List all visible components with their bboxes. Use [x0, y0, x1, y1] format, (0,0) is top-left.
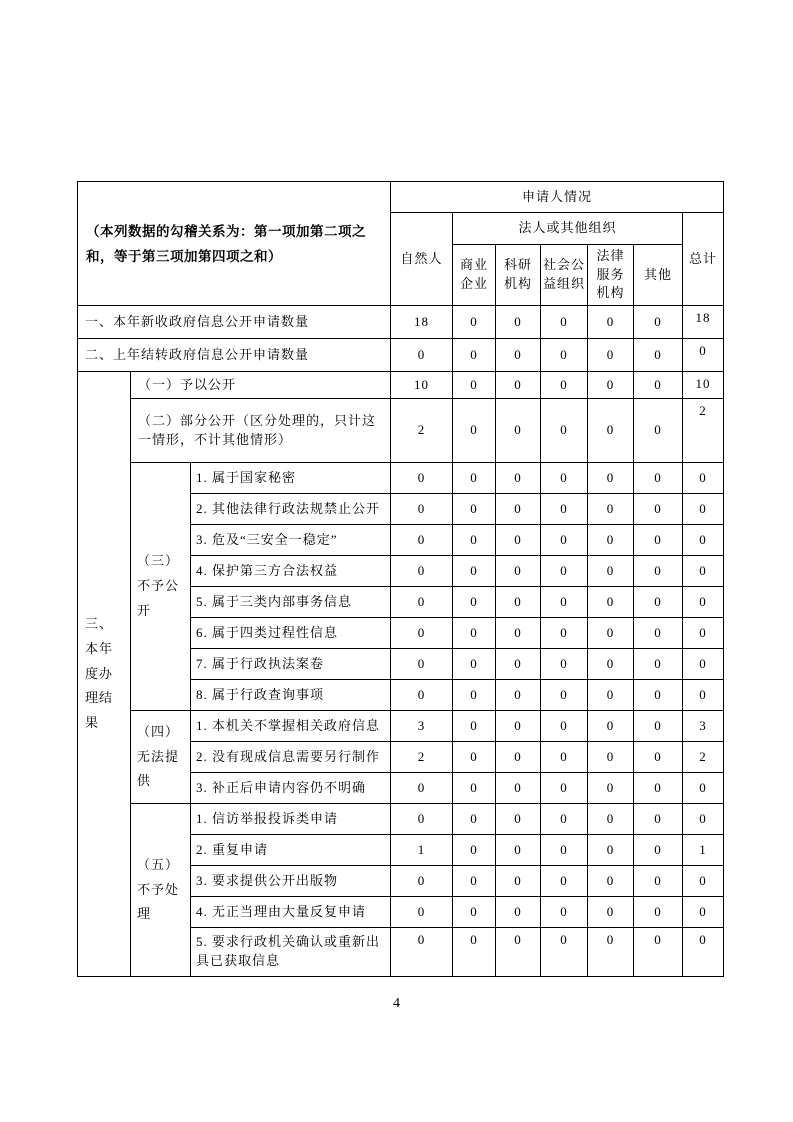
value-cell: 3	[391, 711, 453, 742]
value-cell: 0	[588, 866, 634, 897]
value-cell: 0	[391, 866, 453, 897]
row-label: 一、本年新收政府信息公开申请数量	[78, 306, 391, 339]
value-cell: 0	[391, 897, 453, 928]
value-cell: 0	[496, 649, 541, 680]
value-cell: 0	[634, 399, 683, 463]
total-cell: 0	[683, 866, 724, 897]
value-cell: 0	[634, 618, 683, 649]
value-cell: 0	[634, 463, 683, 494]
value-cell: 0	[588, 339, 634, 372]
value-cell: 0	[634, 773, 683, 804]
value-cell: 0	[496, 372, 541, 399]
col-header-other: 其他	[634, 245, 683, 306]
value-cell: 0	[391, 339, 453, 372]
col-header-legal-org: 法人或其他组织	[453, 213, 683, 245]
value-cell: 0	[541, 399, 588, 463]
value-cell: 0	[496, 463, 541, 494]
value-cell: 0	[496, 618, 541, 649]
total-cell: 0	[683, 897, 724, 928]
table-row	[78, 372, 724, 399]
table-row	[78, 339, 724, 372]
value-cell: 0	[588, 399, 634, 463]
col-header-research: 科研机构	[496, 245, 541, 306]
value-cell: 0	[634, 556, 683, 587]
value-cell: 0	[588, 372, 634, 399]
section3-label: 三、本年度办理结果	[78, 372, 131, 977]
total-cell: 0	[683, 339, 724, 372]
value-cell: 0	[453, 587, 496, 618]
row-label: 二、上年结转政府信息公开申请数量	[78, 339, 391, 372]
value-cell: 2	[391, 742, 453, 773]
value-cell: 0	[496, 587, 541, 618]
col-header-total: 总计	[683, 213, 724, 306]
item-label: 4. 无正当理由大量反复申请	[191, 897, 391, 928]
value-cell: 0	[588, 525, 634, 556]
value-cell: 0	[541, 866, 588, 897]
total-cell: 0	[683, 649, 724, 680]
value-cell: 0	[391, 773, 453, 804]
value-cell: 0	[541, 649, 588, 680]
item-label: 2. 其他法律行政法规禁止公开	[191, 494, 391, 525]
table-row	[78, 463, 724, 494]
value-cell: 0	[634, 587, 683, 618]
value-cell: 0	[496, 866, 541, 897]
total-cell: 0	[683, 804, 724, 835]
value-cell: 0	[541, 835, 588, 866]
col-header-applicant: 申请人情况	[391, 182, 724, 213]
total-cell: 0	[683, 618, 724, 649]
total-cell: 2	[683, 742, 724, 773]
col-header-commercial: 商业企业	[453, 245, 496, 306]
value-cell: 0	[541, 587, 588, 618]
value-cell: 0	[588, 835, 634, 866]
value-cell: 0	[391, 618, 453, 649]
value-cell: 0	[496, 399, 541, 463]
value-cell: 0	[541, 804, 588, 835]
value-cell: 0	[496, 306, 541, 339]
value-cell: 0	[634, 711, 683, 742]
value-cell: 0	[391, 463, 453, 494]
item-label: 6. 属于四类过程性信息	[191, 618, 391, 649]
value-cell: 0	[496, 680, 541, 711]
value-cell: 18	[391, 306, 453, 339]
value-cell: 0	[453, 618, 496, 649]
total-cell: 0	[683, 525, 724, 556]
value-cell: 0	[588, 804, 634, 835]
group-label: （五）不予处理	[131, 804, 191, 977]
value-cell: 0	[496, 773, 541, 804]
value-cell: 1	[391, 835, 453, 866]
value-cell: 0	[541, 494, 588, 525]
value-cell: 0	[391, 928, 453, 977]
reconciliation-note: （本列数据的勾稽关系为：第一项加第二项之和，等于第三项加第四项之和）	[78, 182, 391, 306]
value-cell: 0	[453, 463, 496, 494]
value-cell: 0	[541, 463, 588, 494]
total-cell: 3	[683, 711, 724, 742]
value-cell: 0	[588, 711, 634, 742]
value-cell: 0	[588, 618, 634, 649]
total-cell: 0	[683, 587, 724, 618]
value-cell: 0	[496, 525, 541, 556]
value-cell: 0	[588, 680, 634, 711]
value-cell: 0	[541, 306, 588, 339]
group-label: （二）部分公开（区分处理的，只计这一情形，不计其他情形）	[131, 399, 391, 463]
value-cell: 0	[634, 494, 683, 525]
value-cell: 0	[496, 835, 541, 866]
table-row	[78, 306, 724, 339]
value-cell: 0	[588, 742, 634, 773]
item-label: 5. 要求行政机关确认或重新出具已获取信息	[191, 928, 391, 977]
total-cell: 0	[683, 556, 724, 587]
value-cell: 0	[453, 866, 496, 897]
value-cell: 0	[588, 306, 634, 339]
col-header-social-welfare: 社会公益组织	[541, 245, 588, 306]
value-cell: 0	[453, 372, 496, 399]
item-label: 4. 保护第三方合法权益	[191, 556, 391, 587]
value-cell: 0	[541, 928, 588, 977]
value-cell: 0	[588, 463, 634, 494]
item-label: 3. 危及“三安全一稳定”	[191, 525, 391, 556]
total-cell: 0	[683, 680, 724, 711]
value-cell: 0	[453, 897, 496, 928]
value-cell: 0	[588, 773, 634, 804]
value-cell: 0	[634, 339, 683, 372]
value-cell: 0	[634, 897, 683, 928]
total-cell: 1	[683, 835, 724, 866]
value-cell: 0	[634, 680, 683, 711]
value-cell: 0	[391, 525, 453, 556]
total-cell: 0	[683, 928, 724, 977]
value-cell: 0	[391, 587, 453, 618]
total-cell: 0	[683, 773, 724, 804]
value-cell: 0	[453, 711, 496, 742]
item-label: 5. 属于三类内部事务信息	[191, 587, 391, 618]
total-cell: 10	[683, 372, 724, 399]
value-cell: 0	[496, 339, 541, 372]
value-cell: 0	[496, 494, 541, 525]
value-cell: 0	[541, 339, 588, 372]
value-cell: 0	[634, 306, 683, 339]
value-cell: 2	[391, 399, 453, 463]
value-cell: 0	[541, 711, 588, 742]
value-cell: 0	[453, 928, 496, 977]
value-cell: 0	[391, 680, 453, 711]
value-cell: 0	[541, 372, 588, 399]
value-cell: 0	[634, 866, 683, 897]
value-cell: 0	[453, 494, 496, 525]
value-cell: 0	[453, 742, 496, 773]
group-label: （四）无法提供	[131, 711, 191, 804]
value-cell: 0	[541, 618, 588, 649]
value-cell: 0	[496, 742, 541, 773]
value-cell: 0	[634, 928, 683, 977]
item-label: 1. 属于国家秘密	[191, 463, 391, 494]
col-header-legal-service: 法律服务机构	[588, 245, 634, 306]
item-label: 1. 本机关不掌握相关政府信息	[191, 711, 391, 742]
item-label: 3. 补正后申请内容仍不明确	[191, 773, 391, 804]
value-cell: 0	[496, 928, 541, 977]
value-cell: 0	[453, 339, 496, 372]
item-label: 3. 要求提供公开出版物	[191, 866, 391, 897]
value-cell: 0	[453, 306, 496, 339]
value-cell: 0	[391, 649, 453, 680]
disclosure-statistics-table	[77, 181, 724, 977]
value-cell: 0	[496, 556, 541, 587]
value-cell: 0	[496, 897, 541, 928]
item-label: 7. 属于行政执法案卷	[191, 649, 391, 680]
value-cell: 0	[588, 494, 634, 525]
value-cell: 0	[453, 399, 496, 463]
table-row	[78, 804, 724, 835]
total-cell: 0	[683, 494, 724, 525]
value-cell: 0	[541, 525, 588, 556]
value-cell: 0	[588, 897, 634, 928]
value-cell: 0	[391, 804, 453, 835]
value-cell: 0	[588, 649, 634, 680]
value-cell: 0	[588, 556, 634, 587]
item-label: 2. 没有现成信息需要另行制作	[191, 742, 391, 773]
total-cell: 18	[683, 306, 724, 339]
value-cell: 0	[496, 711, 541, 742]
value-cell: 0	[634, 742, 683, 773]
group-label: （三）不予公开	[131, 463, 191, 711]
total-cell: 0	[683, 463, 724, 494]
value-cell: 0	[453, 773, 496, 804]
value-cell: 0	[588, 928, 634, 977]
value-cell: 10	[391, 372, 453, 399]
table-row	[78, 399, 724, 463]
value-cell: 0	[541, 773, 588, 804]
item-label: 8. 属于行政查询事项	[191, 680, 391, 711]
value-cell: 0	[453, 804, 496, 835]
table-row	[78, 711, 724, 742]
value-cell: 0	[588, 587, 634, 618]
value-cell: 0	[634, 372, 683, 399]
value-cell: 0	[541, 556, 588, 587]
table-header-row	[78, 182, 724, 213]
total-cell: 2	[683, 399, 724, 463]
value-cell: 0	[634, 525, 683, 556]
value-cell: 0	[541, 680, 588, 711]
value-cell: 0	[634, 835, 683, 866]
value-cell: 0	[453, 649, 496, 680]
value-cell: 0	[541, 742, 588, 773]
value-cell: 0	[391, 494, 453, 525]
value-cell: 0	[496, 804, 541, 835]
col-header-natural-person: 自然人	[391, 213, 453, 306]
value-cell: 0	[634, 649, 683, 680]
value-cell: 0	[453, 556, 496, 587]
item-label: 2. 重复申请	[191, 835, 391, 866]
item-label: 1. 信访举报投诉类申请	[191, 804, 391, 835]
value-cell: 0	[391, 556, 453, 587]
value-cell: 0	[453, 525, 496, 556]
value-cell: 0	[453, 835, 496, 866]
page-number: 4	[393, 996, 400, 1011]
value-cell: 0	[634, 804, 683, 835]
group-label: （一）予以公开	[131, 372, 391, 399]
value-cell: 0	[453, 680, 496, 711]
value-cell: 0	[541, 897, 588, 928]
